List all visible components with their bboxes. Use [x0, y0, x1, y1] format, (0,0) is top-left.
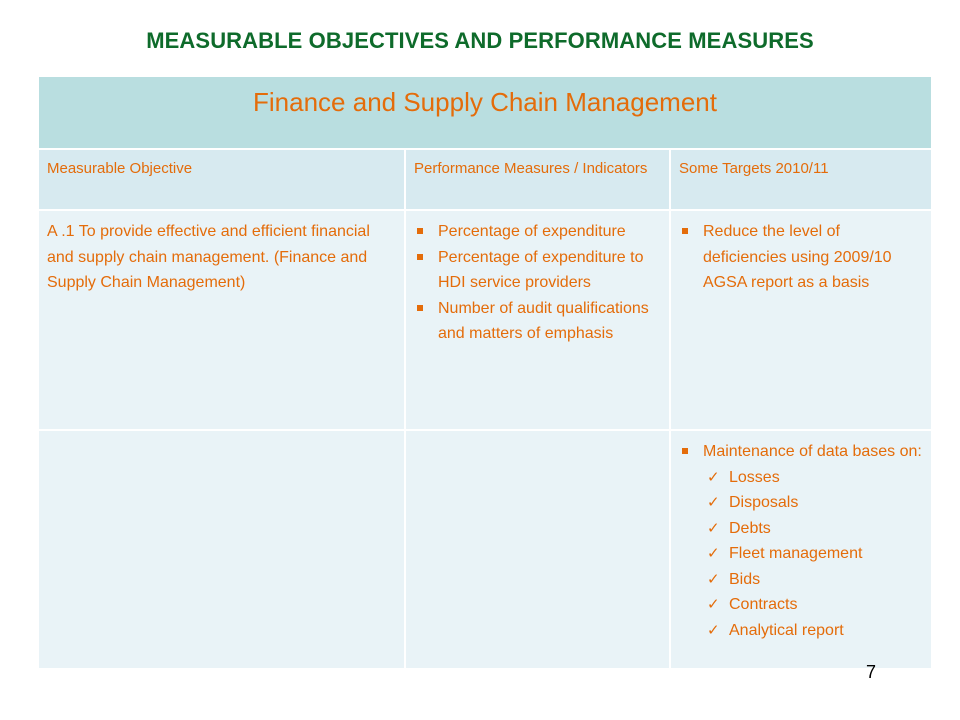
checklist-text: Contracts	[729, 596, 798, 613]
targets-cell	[670, 430, 932, 669]
empty-cell	[38, 430, 405, 669]
checklist-text: Analytical report	[729, 621, 844, 639]
checkmark-icon: ✓	[707, 621, 720, 639]
checklist-item	[707, 465, 923, 491]
measure-text: Percentage of expenditure to HDI service providers	[438, 248, 644, 291]
checklist-text: Bids	[729, 570, 761, 588]
table-row	[38, 210, 932, 430]
square-bullet-icon	[417, 254, 423, 260]
measure-text: Percentage of expenditure	[438, 223, 626, 240]
checkmark-icon: ✓	[707, 468, 720, 486]
checkmark-icon: ✓	[707, 570, 720, 588]
objective-cell: A .1 To provide effective and efficient financial and supply chain management. (Finance and Supply Chain Management)	[38, 210, 405, 430]
checkmark-icon: ✓	[707, 545, 720, 562]
targets-list	[679, 439, 923, 465]
square-bullet-icon	[417, 305, 423, 311]
checklist-item	[707, 592, 923, 618]
checklist-item	[707, 490, 923, 516]
list-item	[414, 296, 661, 347]
checklist-text: Losses	[729, 468, 780, 486]
target-text: Reduce the level of deficiencies using 2009/10 AGSA report as a basis	[703, 223, 892, 291]
header-performance-measures: Performance Measures / Indicators	[405, 149, 670, 210]
targets-cell	[670, 210, 932, 430]
objectives-table	[37, 75, 933, 670]
checklist-text: Debts	[729, 519, 771, 537]
square-bullet-icon	[682, 228, 688, 234]
list-item	[414, 245, 661, 296]
square-bullet-icon	[417, 228, 423, 234]
checklist-item	[707, 516, 923, 542]
header-measurable-objective: Measurable Objective	[38, 149, 405, 210]
table-header-row	[38, 149, 932, 210]
checklist-item	[707, 618, 923, 644]
checkmark-icon: ✓	[707, 596, 720, 613]
measures-cell	[405, 210, 670, 430]
target-text: Maintenance of data bases on:	[703, 443, 922, 460]
table-title: Finance and Supply Chain Management	[38, 76, 932, 149]
empty-cell	[405, 430, 670, 669]
measure-text: Number of audit qualifications and matters of emphasis	[438, 299, 649, 342]
list-item	[679, 439, 923, 465]
header-targets: Some Targets 2010/11	[670, 149, 932, 210]
list-item	[414, 219, 661, 245]
checklist-text: Fleet management	[729, 545, 863, 562]
checklist-item	[707, 567, 923, 593]
square-bullet-icon	[682, 448, 688, 454]
database-checklist	[679, 465, 923, 644]
checkmark-icon: ✓	[707, 519, 720, 537]
targets-list	[679, 219, 923, 296]
checkmark-icon: ✓	[707, 494, 720, 511]
slide-title: MEASURABLE OBJECTIVES AND PERFORMANCE MEASURES	[146, 28, 814, 53]
measures-list	[414, 219, 661, 347]
checklist-text: Disposals	[729, 494, 799, 511]
checklist-item	[707, 541, 923, 567]
table-row	[38, 430, 932, 669]
page-number: 7	[866, 662, 877, 682]
list-item	[679, 219, 923, 296]
